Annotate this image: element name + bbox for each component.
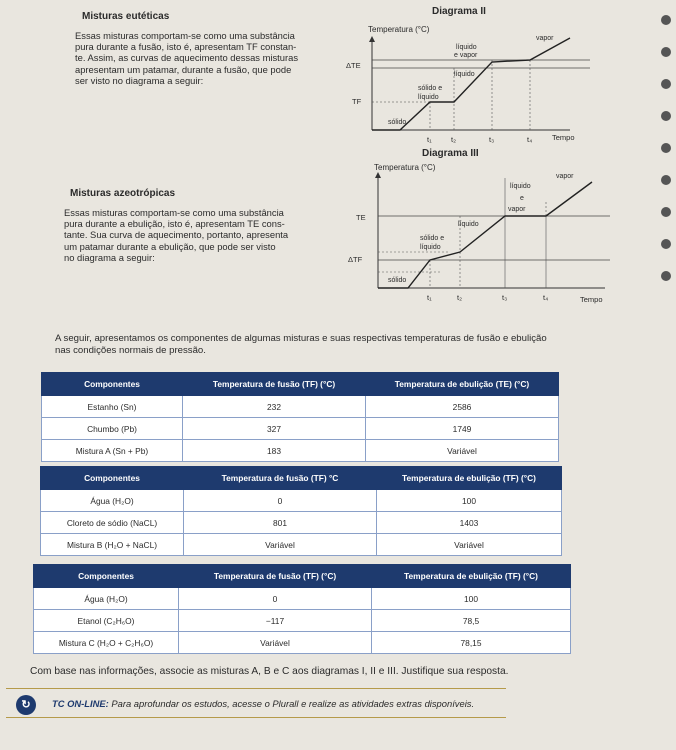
table-header-row (34, 565, 571, 588)
table-cell: −117 (179, 610, 372, 632)
table-cell: 232 (183, 396, 366, 418)
table-cell: Água (H₂O) (34, 588, 179, 610)
diagram-3-region-solid-liquid-1: sólido e (420, 235, 445, 242)
table-header-cell: Temperatura de fusão (TF) (°C) (179, 565, 372, 588)
table-row (34, 632, 571, 654)
table-row (42, 396, 559, 418)
diagram-3-region-liq-vap-2: e (520, 195, 524, 202)
table-cell: 100 (372, 588, 571, 610)
eutetic-line: pura durante a fusão, isto é, apresentam TF constan- (75, 41, 297, 53)
table-row (41, 512, 562, 534)
eutetic-line: te. Assim, as curvas de aquecimento dessas misturas (75, 52, 299, 64)
divider-top (6, 688, 506, 689)
table-header-cell: Componentes (41, 467, 184, 490)
table-cell: 78,15 (372, 632, 571, 654)
table-cell: 183 (183, 440, 366, 462)
diagram-2-region-liq-vap-2: e vapor (454, 52, 478, 59)
question-text: Com base nas informações, associe as misturas A, B e C aos diagramas I, II e III. Justifique sua resposta. (30, 666, 509, 677)
eutetic-line: ser visto no diagrama a seguir: (75, 74, 204, 86)
diagram-2-region-liquid: líquido (454, 71, 475, 78)
table-cell: 1749 (366, 418, 559, 440)
table-row (34, 588, 571, 610)
diagram-2-y-arrow (369, 36, 375, 42)
diagram-2-title: Diagrama II (432, 6, 486, 17)
diagram-2-tick-t2: t₂ (451, 135, 456, 144)
diagram-2-level-te: ΔTE (346, 61, 361, 70)
table-cell: Cloreto de sódio (NaCL) (41, 512, 184, 534)
eutetic-line: Essas misturas comportam-se como uma substância (75, 30, 295, 41)
diagram-3-x-axis-label: Tempo (580, 295, 603, 304)
diagram-3-region-solid-liquid-2: líquido (420, 244, 441, 251)
table-row (34, 610, 571, 632)
table-cell: Mistura A (Sn + Pb) (42, 440, 183, 462)
tc-online-description: Para aprofundar os estudos, acesse o Plurall e realize as atividades extras disponíveis. (111, 698, 475, 709)
table-cell: Mistura B (H₂O + NaCL) (41, 534, 184, 556)
table-header-row (42, 373, 559, 396)
diagram-2-tick-t1: t₁ (427, 135, 432, 144)
tc-online-banner (6, 693, 502, 717)
table-cell: 0 (179, 588, 372, 610)
table-header-cell: Componentes (34, 565, 179, 588)
azeotropic-paragraph (64, 207, 344, 263)
diagram-2-x-axis-label: Tempo (552, 133, 575, 142)
diagram-2-tick-t4: t₄ (527, 135, 533, 144)
eutetic-title: Misturas eutéticas (82, 11, 170, 22)
diagram-3-region-liq-vap-3: vapor (508, 206, 526, 213)
table-cell: Variável (179, 632, 372, 654)
spiral-binding (650, 0, 676, 750)
table-cell: Etanol (C₂H₆O) (34, 610, 179, 632)
table-cell: 78,5 (372, 610, 571, 632)
table-cell: 327 (183, 418, 366, 440)
diagram-3-region-solid: sólido (388, 277, 407, 284)
intro-line: nas condições normais de pressão. (55, 345, 206, 356)
table-cell: Chumbo (Pb) (42, 418, 183, 440)
diagram-2-y-axis-label: Temperatura (°C) (368, 25, 430, 34)
divider-bottom (6, 717, 506, 718)
table-header-row (41, 467, 562, 490)
table-cell: 2586 (366, 396, 559, 418)
azeotropic-line: um patamar durante a ebulição, que pode ser visto (64, 240, 276, 252)
eutetic-paragraph (75, 30, 345, 86)
table-cell: Variável (377, 534, 562, 556)
diagram-2-tick-t3: t₃ (489, 135, 495, 144)
table-cell: Água (H₂O) (41, 490, 184, 512)
diagram-3-level-te: TE (356, 213, 366, 222)
tc-online-icon: ↻ (16, 695, 36, 715)
diagram-3-tick-t3: t₃ (502, 293, 508, 302)
table-mixture-c (33, 564, 571, 654)
table-cell: Variável (366, 440, 559, 462)
table-header-cell: Temperatura de fusão (TF) (°C) (183, 373, 366, 396)
diagram-3-tick-t4: t₄ (543, 293, 549, 302)
diagram-3-tick-t1: t₁ (427, 293, 432, 302)
table-cell: Mistura C (H₂O + C₂H₆O) (34, 632, 179, 654)
azeotropic-line: tante. Sua curva de aquecimento, portanto, apresenta (64, 229, 289, 241)
tc-online-text (52, 698, 474, 709)
intro-paragraph (55, 333, 645, 357)
diagram-2-region-liq-vap-1: líquido (456, 44, 477, 51)
tc-online-label: TC ON-LINE: (52, 698, 109, 709)
table-cell: 801 (184, 512, 377, 534)
diagram-2 (330, 18, 620, 148)
diagram-3-region-vapor: vapor (556, 173, 574, 180)
intro-line: A seguir, apresentamos os componentes de algumas misturas e suas respectivas temperaturas de fusão e ebulição (55, 333, 547, 344)
table-cell: 100 (377, 490, 562, 512)
table-cell: 1403 (377, 512, 562, 534)
diagram-2-region-solid-liquid-2: líquido (418, 94, 439, 101)
table-mixture-b (40, 466, 562, 556)
diagram-3-region-liquid: líquido (458, 221, 479, 228)
diagram-3-title: Diagrama III (422, 148, 479, 159)
diagram-3-y-axis-label: Temperatura (°C) (374, 163, 436, 172)
table-row (42, 440, 559, 462)
diagram-3-tick-t2: t₂ (457, 293, 462, 302)
diagram-3-region-liq-vap-1: líquido (510, 183, 531, 190)
diagram-2-region-vapor: vapor (536, 35, 554, 42)
table-header-cell: Temperatura de fusão (TF) °C (184, 467, 377, 490)
azeotropic-title: Misturas azeotrópicas (70, 188, 176, 199)
table-row (42, 418, 559, 440)
table-cell: Estanho (Sn) (42, 396, 183, 418)
table-cell: 0 (184, 490, 377, 512)
diagram-2-region-solid: sólido (388, 119, 407, 126)
table-header-cell: Temperatura de ebulição (TF) (°C) (372, 565, 571, 588)
table-mixture-a (41, 372, 559, 462)
table-header-cell: Temperatura de ebulição (TE) (°C) (366, 373, 559, 396)
diagram-3 (330, 160, 630, 310)
azeotropic-line: pura durante a ebulição, isto é, apresentam TE cons- (64, 218, 285, 230)
azeotropic-line: Essas misturas comportam-se como uma substância (64, 207, 284, 218)
table-row (41, 534, 562, 556)
diagram-3-y-arrow (375, 172, 381, 178)
table-cell: Variável (184, 534, 377, 556)
table-header-cell: Componentes (42, 373, 183, 396)
table-row (41, 490, 562, 512)
diagram-2-level-tf: TF (352, 97, 362, 106)
table-header-cell: Temperatura de ebulição (TF) (°C) (377, 467, 562, 490)
diagram-2-region-solid-liquid-1: sólido e (418, 85, 443, 92)
eutetic-line: apresentam um patamar, durante a fusão, que pode (75, 63, 292, 75)
azeotropic-line: no diagrama a seguir: (64, 251, 155, 263)
diagram-3-level-tf: ΔTF (348, 255, 363, 264)
